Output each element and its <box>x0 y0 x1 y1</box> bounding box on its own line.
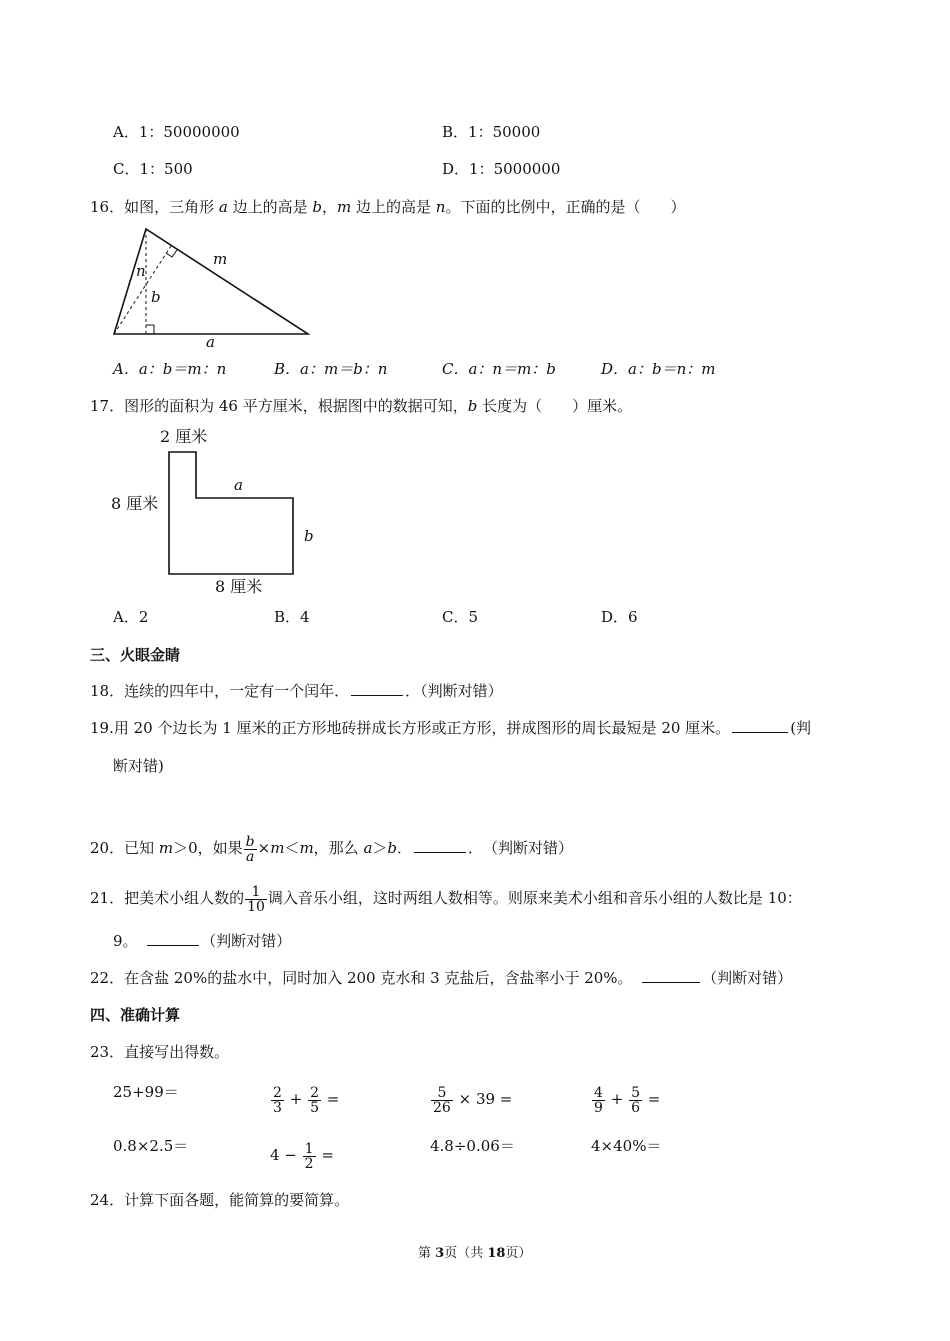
fraction-b-over-a: $\frac{b}{a}$ <box>245 833 255 865</box>
q24-stem: 24．计算下面各题，能简算的要简算。 <box>90 1191 350 1209</box>
q23-stem: 23．直接写出得数。 <box>90 1043 230 1061</box>
l-shape-figure <box>105 424 325 600</box>
calc-7: 4.8÷0.06＝ <box>430 1137 515 1155</box>
answer-blank[interactable] <box>351 683 403 696</box>
answer-blank[interactable] <box>642 970 700 983</box>
q16-option-b: B．a：m＝b：n <box>274 360 388 378</box>
triangle-label-a: a <box>206 333 215 350</box>
l-shape-label-a: a <box>234 476 243 494</box>
q19-line2: 断对错) <box>113 757 164 775</box>
section-heading-3: 三、火眼金睛 <box>90 646 181 664</box>
calc-5: 0.8×2.5＝ <box>113 1137 189 1155</box>
q22: 22．在含盐 20%的盐水中，同时加入 200 克水和 3 克盐后，含盐率小于 20%。 （判断对错） <box>90 969 793 987</box>
l-shape-label-top: 2 厘米 <box>160 427 208 446</box>
fraction-one-tenth: $\frac{1}{10}$ <box>247 883 265 915</box>
q18: 18．连续的四年中，一定有一个闰年． ．（判断对错） <box>90 682 503 700</box>
calc-2: $\frac{2}{3}$ + $\frac{2}{5}$ = <box>273 1084 340 1116</box>
q20: 20．已知 m＞0，如果 $\frac{b}{a}$ ×m＜m，那么 a＞b． ． （判断对错） <box>90 833 574 865</box>
q16-option-a: A．a：b＝m：n <box>113 360 227 378</box>
q16-stem: 16．如图，三角形 a 边上的高是 b，m 边上的高是 n。下面的比例中，正确的是（ ） <box>90 198 686 216</box>
q16-option-d: D．a：b＝n：m <box>601 360 716 378</box>
l-shape-label-left: 8 厘米 <box>111 494 159 513</box>
section-heading-4: 四、准确计算 <box>90 1006 181 1024</box>
q16-option-c: C．a：n＝m：b <box>442 360 556 378</box>
calc-6: 4 − $\frac{1}{2}$ = <box>270 1140 334 1172</box>
q17-option-b: B．4 <box>274 608 310 626</box>
q15-option-b: B．1：50000 <box>442 123 541 141</box>
l-shape-label-b: b <box>304 527 314 545</box>
answer-blank[interactable] <box>414 840 466 853</box>
q15-option-a: A．1：50000000 <box>113 123 240 141</box>
q17-option-d: D．6 <box>601 608 638 626</box>
l-shape-label-bottom: 8 厘米 <box>215 577 263 596</box>
answer-blank[interactable] <box>732 720 788 733</box>
triangle-label-n: n <box>136 262 146 280</box>
q17-stem: 17．图形的面积为 46 平方厘米，根据图中的数据可知，b 长度为（ ）厘米。 <box>90 397 633 415</box>
calc-8: 4×40%＝ <box>591 1137 662 1155</box>
q15-option-c: C．1：500 <box>113 160 193 178</box>
q21-line1: 21．把美术小组人数的 $\frac{1}{10}$ 调入音乐小组，这时两组人数相等。则原来美术小组和音乐小组的人数比是 10： <box>90 883 802 915</box>
triangle-label-b: b <box>151 288 161 306</box>
q17-option-a: A．2 <box>113 608 149 626</box>
calc-4: $\frac{4}{9}$ + $\frac{5}{6}$ = <box>594 1084 661 1116</box>
q15-option-d: D．1：5000000 <box>442 160 561 178</box>
q21-line2: 9。 （判断对错） <box>113 932 292 950</box>
q19-line1: 19.用 20 个边长为 1 厘米的正方形地砖拼成长方形或正方形，拼成图形的周长最短是 20 厘米。 (判 <box>90 719 812 737</box>
answer-blank[interactable] <box>147 933 199 946</box>
triangle-figure <box>108 224 318 350</box>
calc-1: 25+99＝ <box>113 1083 179 1101</box>
calc-3: $\frac{5}{26}$ × 39 = <box>433 1084 513 1116</box>
triangle-label-m: m <box>213 250 228 268</box>
page-footer: 第 3页（共 18页） <box>418 1246 532 1261</box>
q17-option-c: C．5 <box>442 608 479 626</box>
